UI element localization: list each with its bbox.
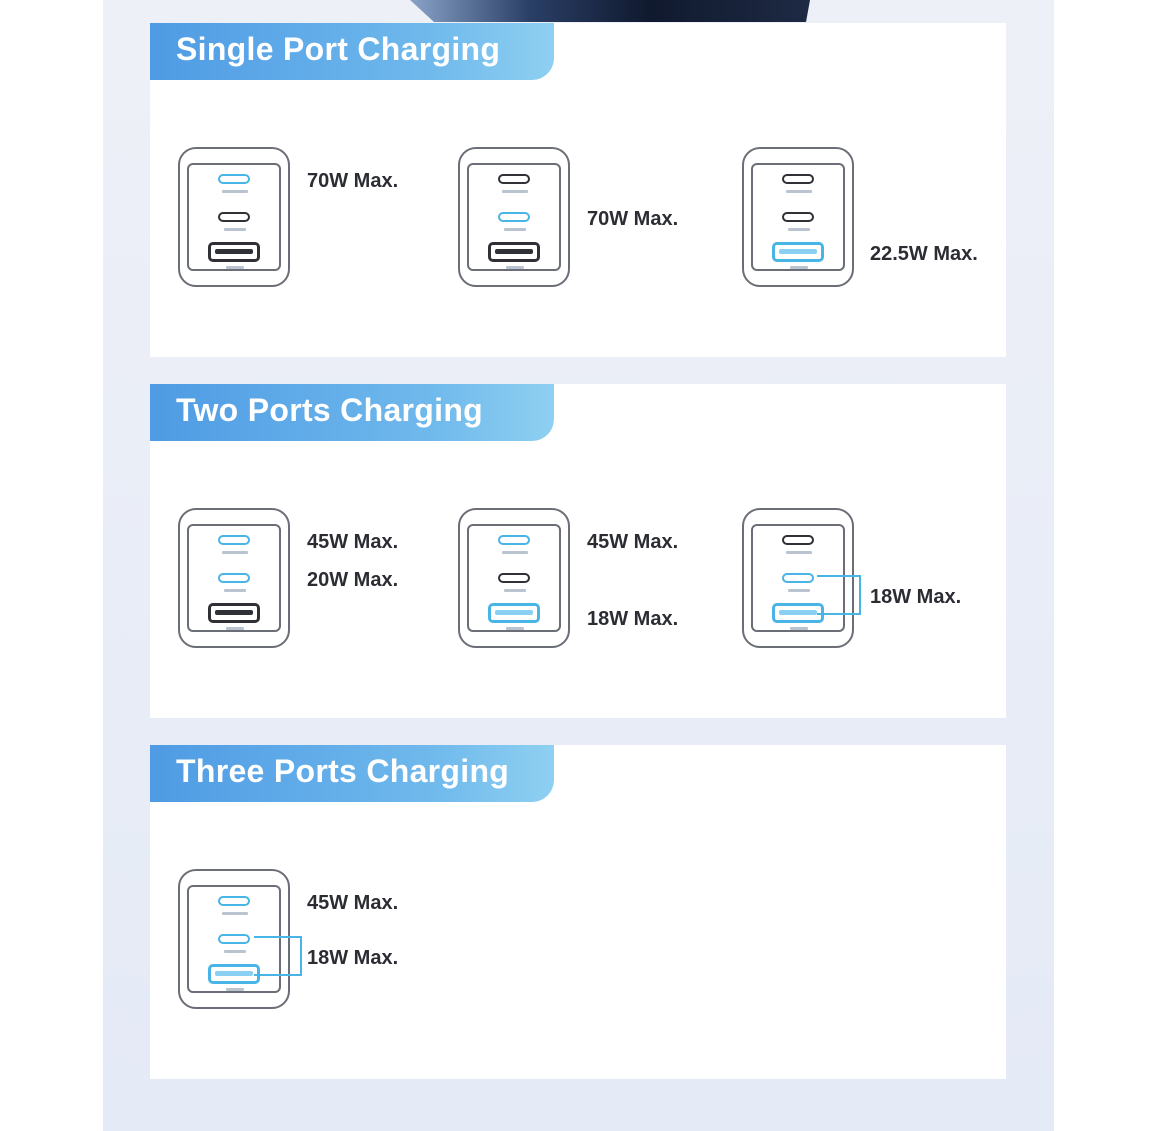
usb-c1-port-icon (218, 535, 250, 545)
usb-c2-port-icon (782, 573, 814, 583)
power-label: 70W Max. (587, 208, 679, 230)
charger-icon (458, 147, 570, 287)
usb-c1-port-icon (218, 896, 250, 906)
section-header (150, 745, 554, 802)
usb-c1-port-icon (498, 535, 530, 545)
usb-c2-port-icon (218, 934, 250, 944)
charger-icon (178, 147, 290, 287)
section-title: Two Ports Charging (176, 392, 484, 428)
power-label: 45W Max. (307, 531, 399, 553)
power-label: 18W Max. (587, 608, 679, 630)
power-label: 18W Max. (870, 586, 962, 608)
usb-a-port-icon (208, 603, 260, 623)
two-ports-card (150, 384, 1006, 718)
shared-power-bracket (254, 936, 302, 976)
charger-icon (458, 508, 570, 648)
power-label: 45W Max. (307, 892, 399, 914)
usb-c1-port-icon (782, 174, 814, 184)
usb-c1-port-icon (218, 174, 250, 184)
power-label: 20W Max. (307, 569, 399, 591)
section-title: Single Port Charging (176, 31, 501, 67)
single-port-card (150, 23, 1006, 357)
usb-c1-port-icon (498, 174, 530, 184)
shared-power-bracket (817, 575, 861, 615)
power-label: 18W Max. (307, 947, 399, 969)
section-title: Three Ports Charging (176, 753, 510, 789)
power-label: 70W Max. (307, 170, 399, 192)
charger-icon (742, 147, 854, 287)
usb-a-port-icon (208, 964, 260, 984)
product-photo-edge (410, 0, 810, 22)
charger-icon (178, 508, 290, 648)
power-label: 22.5W Max. (870, 243, 978, 265)
power-label: 45W Max. (587, 531, 679, 553)
usb-a-port-icon (488, 603, 540, 623)
usb-a-port-icon (208, 242, 260, 262)
section-header (150, 384, 554, 441)
usb-c2-port-icon (218, 212, 250, 222)
usb-c1-port-icon (782, 535, 814, 545)
usb-c2-port-icon (498, 212, 530, 222)
usb-a-port-icon (488, 242, 540, 262)
usb-a-port-icon (772, 242, 824, 262)
usb-c2-port-icon (498, 573, 530, 583)
section-header (150, 23, 554, 80)
usb-c2-port-icon (782, 212, 814, 222)
usb-c2-port-icon (218, 573, 250, 583)
three-ports-card (150, 745, 1006, 1079)
